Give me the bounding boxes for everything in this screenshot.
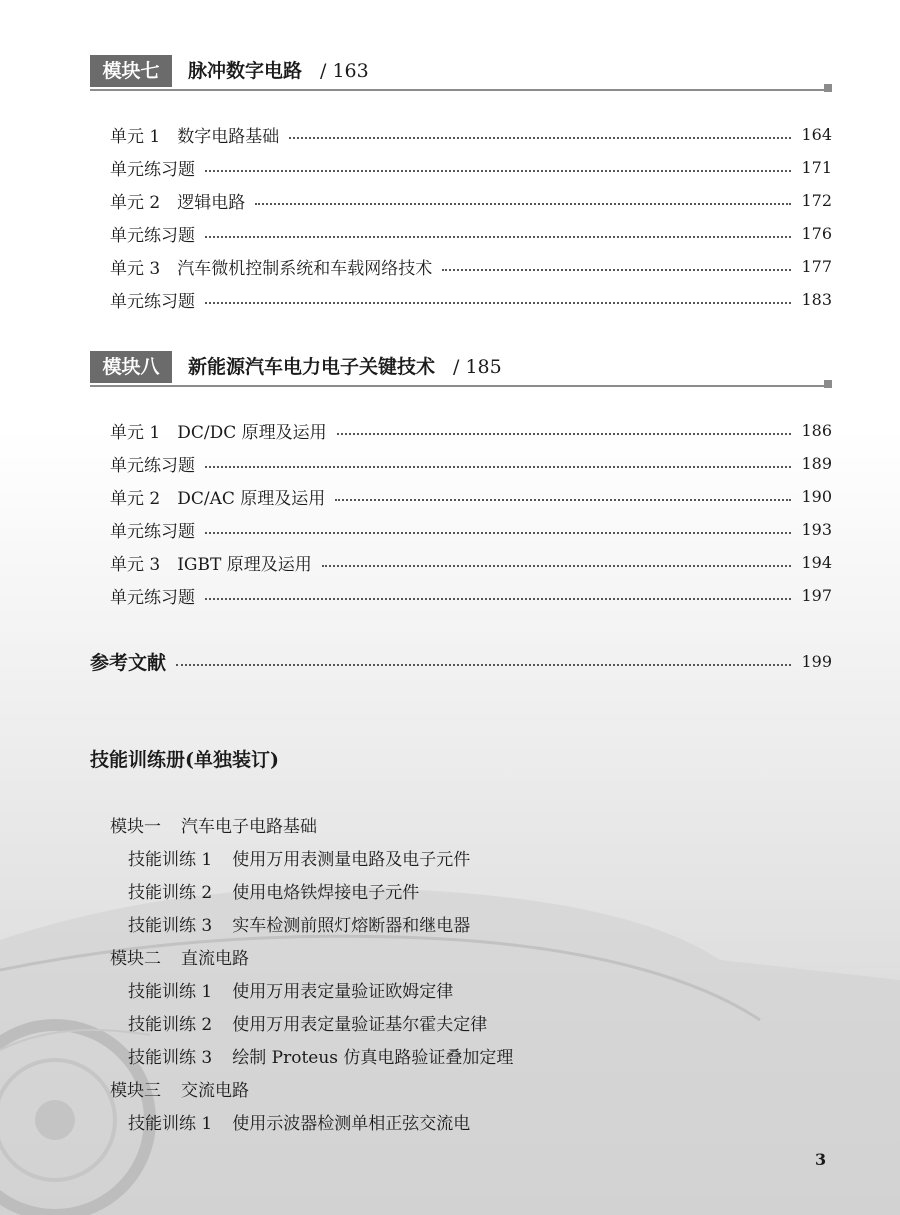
leader-dots (205, 532, 791, 534)
leader-dots (255, 203, 791, 205)
toc-entry[interactable] (110, 516, 832, 542)
leader-dots (176, 664, 791, 666)
toc-entry-page: 176 (801, 223, 832, 243)
page-number: 3 (815, 1150, 827, 1169)
toc-entry[interactable] (110, 220, 832, 246)
header-rule (90, 385, 832, 387)
toc-entry-page: 171 (801, 157, 832, 177)
leader-dots (205, 302, 791, 304)
toc-entry[interactable] (110, 549, 832, 575)
header-square (824, 380, 832, 388)
toc-entry-page: 172 (801, 190, 832, 210)
module-page: / 185 (453, 356, 502, 378)
references-label: 参考文献 (90, 651, 167, 674)
leader-dots (442, 269, 791, 271)
toc-entry-label: 单元练习题 (110, 521, 195, 542)
toc-entry[interactable] (110, 253, 832, 279)
skill-item: 技能训练 1 使用万用表测量电路及电子元件 (128, 850, 471, 870)
skill-item: 技能训练 2 使用万用表定量验证基尔霍夫定律 (128, 1015, 488, 1035)
module-tag: 模块八 (90, 351, 172, 383)
toc-entry-page: 186 (801, 420, 832, 440)
references-page: 199 (801, 651, 832, 671)
skill-module: 模块三 交流电路 (110, 1081, 249, 1101)
toc-entry[interactable] (110, 121, 832, 147)
toc-entry-label: 单元练习题 (110, 587, 195, 608)
toc-entry[interactable] (110, 483, 832, 509)
leader-dots (337, 433, 792, 435)
module-tag: 模块七 (90, 55, 172, 87)
header-square (824, 84, 832, 92)
toc-entry[interactable] (110, 417, 832, 443)
skill-module: 模块一 汽车电子电路基础 (110, 817, 317, 837)
toc-entry-label: 单元 3 IGBT 原理及运用 (110, 554, 312, 575)
toc-entry-label: 单元练习题 (110, 455, 195, 476)
module-page: / 163 (320, 60, 369, 82)
skill-item: 技能训练 1 使用万用表定量验证欧姆定律 (128, 982, 454, 1002)
leader-dots (205, 236, 791, 238)
toc-entry[interactable] (110, 582, 832, 608)
toc-entry-page: 183 (801, 289, 832, 309)
module-header-7 (90, 55, 832, 91)
module-title: 脉冲数字电路 / 163 (188, 60, 369, 82)
skills-section-title: 技能训练册(单独装订) (90, 749, 279, 771)
leader-dots (205, 598, 791, 600)
toc-entry-page: 177 (801, 256, 832, 276)
module-header-8 (90, 351, 832, 387)
references-entry[interactable] (90, 647, 832, 675)
skill-item: 技能训练 3 绘制 Proteus 仿真电路验证叠加定理 (128, 1048, 514, 1068)
leader-dots (289, 137, 791, 139)
toc-entry-label: 单元 3 汽车微机控制系统和车载网络技术 (110, 258, 433, 279)
leader-dots (335, 499, 791, 501)
toc-entry-label: 单元练习题 (110, 225, 195, 246)
skill-module: 模块二 直流电路 (110, 949, 249, 969)
module-title: 新能源汽车电力电子关键技术 / 185 (188, 356, 502, 378)
toc-entry-page: 190 (801, 486, 832, 506)
toc-entry-label: 单元 2 逻辑电路 (110, 192, 246, 213)
toc-entry-page: 197 (801, 585, 832, 605)
skill-item: 技能训练 3 实车检测前照灯熔断器和继电器 (128, 916, 471, 936)
skill-item: 技能训练 2 使用电烙铁焊接电子元件 (128, 883, 420, 903)
toc-entry[interactable] (110, 450, 832, 476)
toc-entry[interactable] (110, 154, 832, 180)
toc-entry-page: 189 (801, 453, 832, 473)
leader-dots (205, 466, 791, 468)
toc-entry-page: 164 (801, 124, 832, 144)
toc-entry-label: 单元练习题 (110, 159, 195, 180)
toc-entry[interactable] (110, 286, 832, 312)
toc-entry-label: 单元练习题 (110, 291, 195, 312)
toc-entry-page: 193 (801, 519, 832, 539)
toc-entry-label: 单元 1 DC/DC 原理及运用 (110, 422, 327, 443)
skill-item: 技能训练 1 使用示波器检测单相正弦交流电 (128, 1114, 471, 1134)
toc-entry-label: 单元 1 数字电路基础 (110, 126, 280, 147)
toc-entry-page: 194 (801, 552, 832, 572)
toc-entry-label: 单元 2 DC/AC 原理及运用 (110, 488, 326, 509)
toc-entry[interactable] (110, 187, 832, 213)
header-rule (90, 89, 832, 91)
leader-dots (205, 170, 791, 172)
leader-dots (322, 565, 792, 567)
